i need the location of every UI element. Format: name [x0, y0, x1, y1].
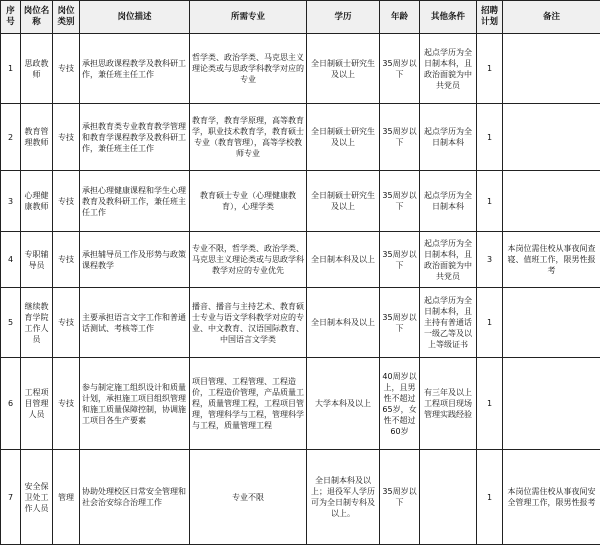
cell-description: 承担教育类专业教育教学管理和教育学课程教学及教科研工作，兼任班主任工作 [80, 104, 190, 171]
cell-no: 5 [1, 288, 21, 358]
header-description: 岗位描述 [80, 1, 190, 34]
cell-other: 起点学历为全日制本科 [420, 104, 477, 171]
cell-major: 教育学，教育学原理，高等教育学，职业技术教育学，教育硕士专业（教育管理），高等学校教师专业 [190, 104, 307, 171]
cell-age: 40周岁以上，且男性不超过65岁，女性不超过60岁 [380, 358, 420, 450]
cell-description: 承担思政课程教学及教科研工作，兼任班主任工作 [80, 34, 190, 104]
cell-age: 35周岁以下 [380, 232, 420, 288]
cell-major: 播音、播音与主持艺术、教育硕士专业与语文学科教学对应的专业、中文教育、汉语国际教育、中国语言文学类 [190, 288, 307, 358]
header-category: 岗位类别 [53, 1, 80, 34]
cell-education: 全日制硕士研究生及以上 [307, 104, 380, 171]
cell-description: 参与制定施工组织设计和质量计划，承担施工项目组织管理和施工质量保障控制，协调施工项目各生产要素 [80, 358, 190, 450]
cell-category: 管理 [53, 450, 80, 545]
cell-other: 起点学历为全日制本科，且政治面貌为中共党员 [420, 34, 477, 104]
cell-position: 思政教师 [21, 34, 53, 104]
cell-no: 6 [1, 358, 21, 450]
cell-education: 大学本科及以上 [307, 358, 380, 450]
header-education: 学历 [307, 1, 380, 34]
header-quota: 招聘计划 [477, 1, 503, 34]
cell-education: 全日制本科及以上 [307, 232, 380, 288]
cell-education: 全日制硕士研究生及以上 [307, 171, 380, 232]
cell-major: 教育硕士专业（心理健康教育），心理学类 [190, 171, 307, 232]
table-header-row [1, 1, 600, 34]
cell-position: 工程项目管理人员 [21, 358, 53, 450]
cell-category: 专技 [53, 104, 80, 171]
cell-major: 项目管理、工程管理、工程造价，工程造价管理，产品质量工程，质量管理工程，工程项目管理，管理科学与工程，管理科学与工程，质量管理工程 [190, 358, 307, 450]
cell-description: 协助处理校区日常安全管理和社会治安综合治理工作 [80, 450, 190, 545]
cell-no: 4 [1, 232, 21, 288]
cell-quota: 1 [477, 450, 503, 545]
cell-age: 35周岁以下 [380, 171, 420, 232]
cell-remark [503, 34, 600, 104]
cell-other: 起点学历为全日制本科，且主持有普通话一级乙等及以上等级证书 [420, 288, 477, 358]
cell-position: 继续教育学院工作人员 [21, 288, 53, 358]
cell-category: 专技 [53, 358, 80, 450]
cell-category: 专技 [53, 288, 80, 358]
cell-quota: 1 [477, 34, 503, 104]
header-position: 岗位名称 [21, 1, 53, 34]
cell-education: 全日制本科及以上 [307, 288, 380, 358]
cell-age: 35周岁以下 [380, 104, 420, 171]
cell-category: 专技 [53, 171, 80, 232]
cell-category: 专技 [53, 34, 80, 104]
cell-age: 35周岁以下 [380, 34, 420, 104]
table-row [1, 171, 600, 232]
cell-age: 35周岁以下 [380, 288, 420, 358]
header-remark: 备注 [503, 1, 600, 34]
cell-quota: 1 [477, 104, 503, 171]
cell-remark [503, 358, 600, 450]
cell-remark: 本岗位需住校从事夜间安全管理工作，限男性报考 [503, 450, 600, 545]
cell-no: 7 [1, 450, 21, 545]
cell-category: 专技 [53, 232, 80, 288]
cell-other: 有三年及以上工程项目现场管理实践经验 [420, 358, 477, 450]
table-row [1, 104, 600, 171]
cell-other [420, 450, 477, 545]
cell-description: 承担心理健康课程和学生心理教育及教科研工作，兼任班主任工作 [80, 171, 190, 232]
table-row [1, 288, 600, 358]
cell-no: 1 [1, 34, 21, 104]
table-row [1, 232, 600, 288]
header-other: 其他条件 [420, 1, 477, 34]
cell-age: 35周岁以下 [380, 450, 420, 545]
cell-no: 2 [1, 104, 21, 171]
table-row [1, 34, 600, 104]
cell-no: 3 [1, 171, 21, 232]
cell-quota: 3 [477, 232, 503, 288]
cell-quota: 1 [477, 171, 503, 232]
cell-quota: 1 [477, 288, 503, 358]
cell-remark [503, 104, 600, 171]
cell-description: 承担辅导员工作及形势与政策课程教学 [80, 232, 190, 288]
cell-major: 专业不限 [190, 450, 307, 545]
cell-major: 专业不限，哲学类、政治学类、马克思主义理论类或与思政学科教学对应的专业优先 [190, 232, 307, 288]
header-age: 年龄 [380, 1, 420, 34]
cell-remark [503, 171, 600, 232]
cell-remark: 本岗位需住校从事夜间查寝、值班工作，限男性报考 [503, 232, 600, 288]
cell-major: 哲学类、政治学类、马克思主义理论类或与思政学科教学对应的专业 [190, 34, 307, 104]
cell-position: 教育管理教师 [21, 104, 53, 171]
cell-education: 全日制硕士研究生及以上 [307, 34, 380, 104]
header-no: 序号 [1, 1, 21, 34]
cell-description: 主要承担语言文字工作和普通话测试、考核等工作 [80, 288, 190, 358]
cell-position: 心理健康教师 [21, 171, 53, 232]
cell-position: 安全保卫处工作人员 [21, 450, 53, 545]
cell-remark [503, 288, 600, 358]
cell-position: 专职辅导员 [21, 232, 53, 288]
cell-other: 起点学历为全日制本科，且政治面貌为中共党员 [420, 232, 477, 288]
cell-other: 起点学历为全日制本科 [420, 171, 477, 232]
header-major: 所需专业 [190, 1, 307, 34]
cell-education: 全日制本科及以上；退役军人学历可为全日制专科及以上。 [307, 450, 380, 545]
cell-quota: 1 [477, 358, 503, 450]
table-row [1, 450, 600, 545]
table-row [1, 358, 600, 450]
